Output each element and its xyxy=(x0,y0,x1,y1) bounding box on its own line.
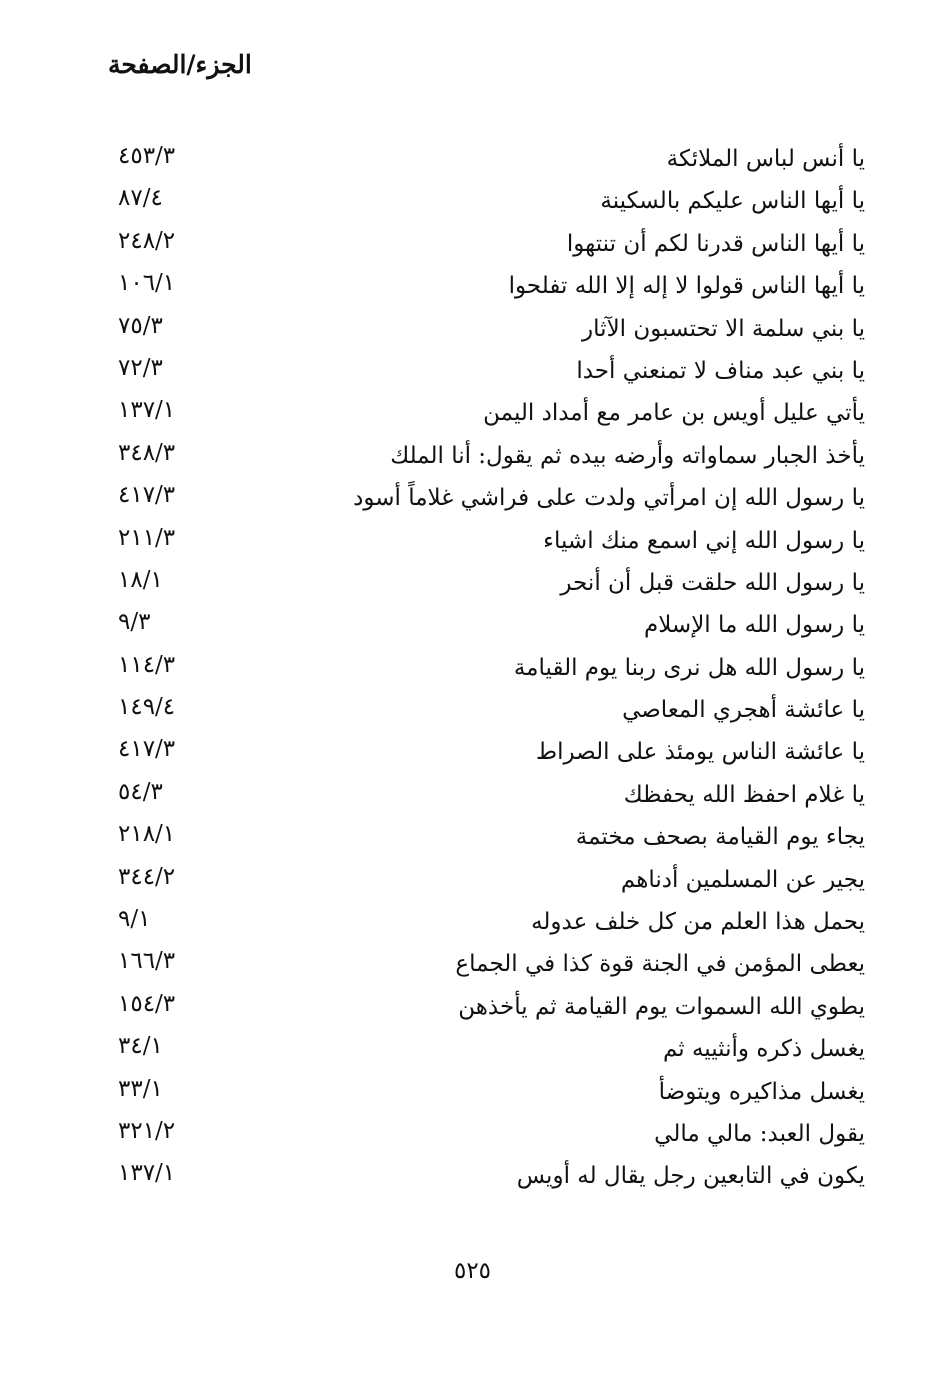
index-row xyxy=(0,392,945,434)
index-row xyxy=(0,223,945,265)
hadith-text: يأخذ الجبار سماواته وأرضه بيده ثم يقول: أنا الملك xyxy=(390,442,865,469)
volume-page-reference: ٣٢١/٢ xyxy=(118,1117,176,1144)
volume-page-reference: ٨٧/٤ xyxy=(118,185,163,212)
hadith-text: يا رسول الله إن امرأتي ولدت على فراشي غلاماً أسود xyxy=(353,485,865,512)
index-row xyxy=(0,308,945,350)
index-row xyxy=(0,816,945,858)
index-row xyxy=(0,647,945,689)
hadith-text: يا أيها الناس قدرنا لكم أن تنتهوا xyxy=(566,230,865,257)
index-row xyxy=(0,689,945,731)
volume-page-reference: ٧٥/٣ xyxy=(118,312,163,339)
hadith-text: يا بني عبد مناف لا تمنعني أحدا xyxy=(576,357,865,384)
hadith-text: يكون في التابعين رجل يقال له أويس xyxy=(516,1163,865,1190)
index-row xyxy=(0,731,945,773)
hadith-text: يا أنس لباس الملائكة xyxy=(666,146,865,172)
index-row xyxy=(0,774,945,816)
hadith-text: يجاء يوم القيامة بصحف مختمة xyxy=(575,824,865,851)
hadith-text: يطوي الله السموات يوم القيامة ثم يأخذهن xyxy=(458,993,865,1020)
hadith-text: يا أيها الناس عليكم بالسكينة xyxy=(600,188,865,215)
volume-page-reference: ١٠٦/١ xyxy=(118,270,176,297)
index-row xyxy=(0,1155,945,1197)
volume-page-reference: ٤١٧/٣ xyxy=(118,482,176,509)
volume-page-reference: ٤٥٣/٣ xyxy=(118,143,176,169)
index-row xyxy=(0,986,945,1028)
volume-page-reference: ١٦٦/٣ xyxy=(118,948,176,975)
volume-page-reference: ١٤٩/٤ xyxy=(118,694,176,721)
hadith-text: يا بني سلمة الا تحتسبون الآثار xyxy=(582,315,865,342)
hadith-text: يا رسول الله إني اسمع منك اشياء xyxy=(543,527,865,554)
hadith-text: يا رسول الله ما الإسلام xyxy=(643,612,865,639)
hadith-text: يعطى المؤمن في الجنة قوة كذا في الجماع xyxy=(455,951,865,978)
hadith-text: يقول العبد: مالي مالي xyxy=(654,1120,865,1147)
index-row xyxy=(0,180,945,222)
volume-page-reference: ١١٤/٣ xyxy=(118,651,176,678)
index-row xyxy=(0,350,945,392)
hadith-text: يغسل مذاكيره ويتوضأ xyxy=(658,1078,865,1105)
volume-page-reference: ٢١٨/١ xyxy=(118,821,176,848)
volume-page-reference: ٩/١ xyxy=(118,906,151,933)
volume-page-reference: ٣٤٨/٣ xyxy=(118,439,176,466)
hadith-text: يا أيها الناس قولوا لا إله إلا الله تفلحوا xyxy=(508,273,865,300)
volume-page-reference: ١٥٤/٣ xyxy=(118,990,176,1017)
index-row xyxy=(0,562,945,604)
index-row xyxy=(0,901,945,943)
index-row xyxy=(0,1028,945,1070)
hadith-text: يأتي عليل أويس بن عامر مع أمداد اليمن xyxy=(483,400,865,427)
index-row xyxy=(0,1113,945,1155)
hadith-text: يجير عن المسلمين أدناهم xyxy=(620,866,865,893)
index-row xyxy=(0,435,945,477)
volume-page-reference: ٢٤٨/٢ xyxy=(118,227,176,254)
volume-page-reference: ٢١١/٣ xyxy=(118,524,176,551)
volume-page-reference: ١٣٧/١ xyxy=(118,397,176,424)
index-row xyxy=(0,520,945,562)
index-row xyxy=(0,943,945,985)
hadith-text: يا غلام احفظ الله يحفظك xyxy=(623,781,865,808)
hadith-text: يحمل هذا العلم من كل خلف عدوله xyxy=(531,909,865,936)
volume-page-reference: ٣٣/١ xyxy=(118,1075,163,1102)
hadith-text: يا عائشة أهجري المعاصي xyxy=(622,697,865,724)
volume-page-reference: ١٨/١ xyxy=(118,566,163,593)
volume-page-reference: ٥٤/٣ xyxy=(118,778,163,805)
hadith-text: يا عائشة الناس يومئذ على الصراط xyxy=(535,739,865,766)
index-row xyxy=(0,477,945,519)
volume-page-reference: ٤١٧/٣ xyxy=(118,736,176,763)
hadith-text: يغسل ذكره وأنثييه ثم xyxy=(662,1036,865,1063)
volume-page-reference: ٣٤/١ xyxy=(118,1033,163,1060)
hadith-text: يا رسول الله حلقت قبل أن أنحر xyxy=(560,569,865,596)
page-number: ٥٢٥ xyxy=(453,1258,492,1284)
index-row xyxy=(0,138,945,180)
index-row xyxy=(0,604,945,646)
hadith-text: يا رسول الله هل نرى ربنا يوم القيامة xyxy=(513,654,865,681)
volume-page-reference: ٩/٣ xyxy=(118,609,151,636)
index-list xyxy=(0,138,945,1198)
index-row xyxy=(0,859,945,901)
volume-page-reference: ٣٤٤/٢ xyxy=(118,863,176,890)
column-header-volume-page: الجزء/الصفحة xyxy=(108,50,252,79)
volume-page-reference: ١٣٧/١ xyxy=(118,1160,176,1187)
volume-page-reference: ٧٢/٣ xyxy=(118,354,163,381)
index-row xyxy=(0,1071,945,1113)
index-row xyxy=(0,265,945,307)
